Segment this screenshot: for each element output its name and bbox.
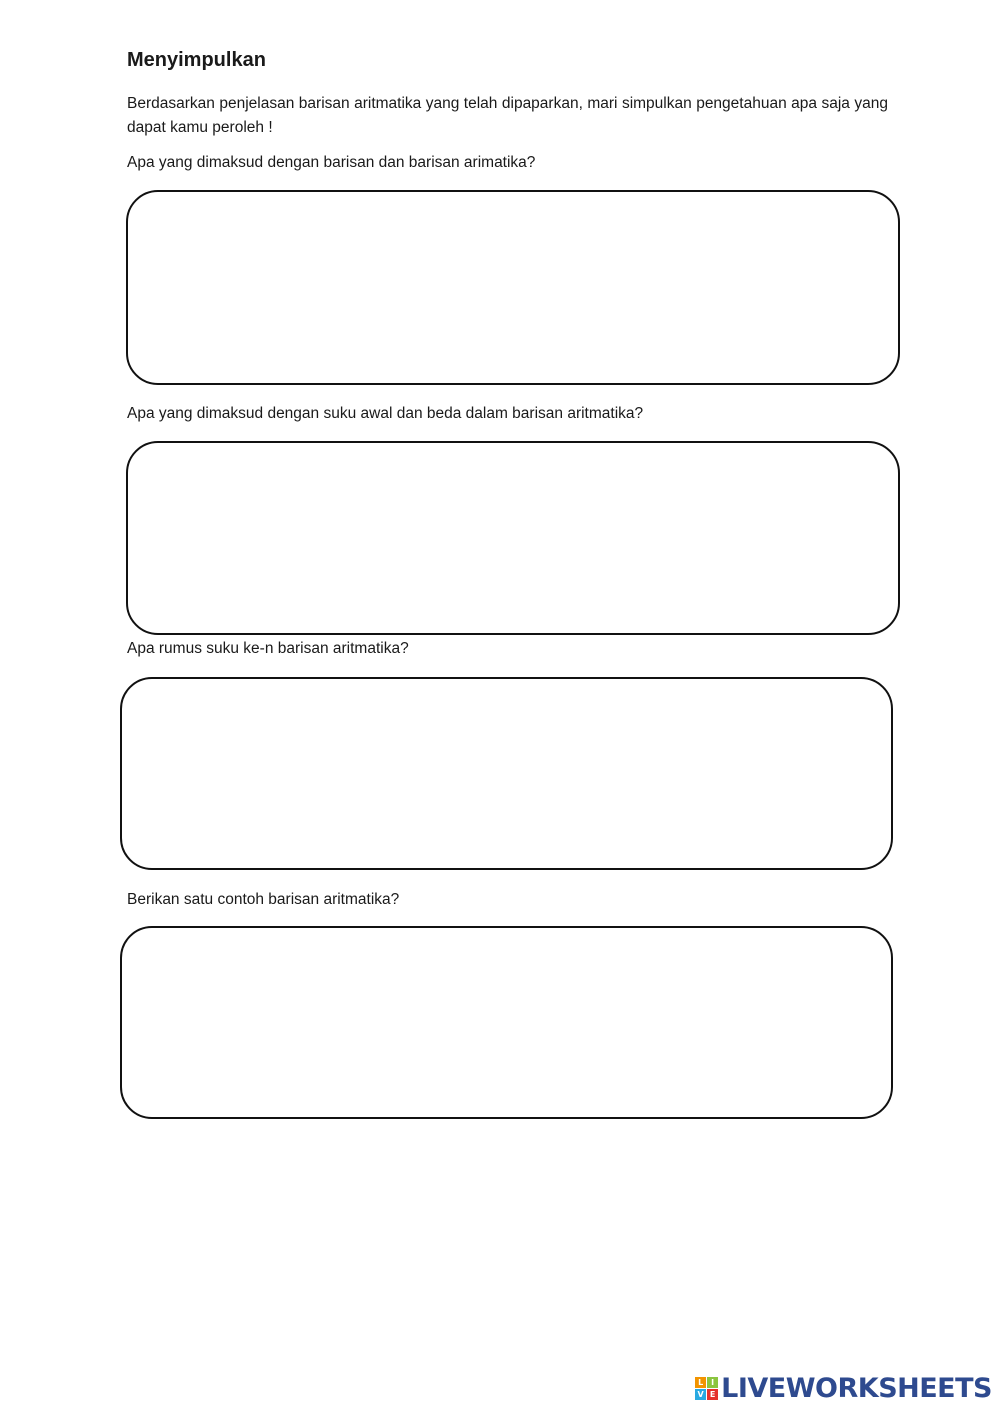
answer-box-3[interactable] bbox=[120, 677, 893, 870]
question-1: Apa yang dimaksud dengan barisan dan barisan arimatika? bbox=[127, 154, 536, 171]
logo-letter-l: L bbox=[695, 1377, 706, 1388]
question-3: Apa rumus suku ke-n barisan aritmatika? bbox=[127, 640, 409, 657]
answer-box-2[interactable] bbox=[126, 441, 900, 635]
intro-paragraph: Berdasarkan penjelasan barisan aritmatika yang telah dipaparkan, mari simpulkan pengetahuan apa saja yang dapat kamu peroleh ! bbox=[127, 95, 888, 136]
liveworksheets-logo-icon bbox=[695, 1377, 718, 1400]
answer-box-4[interactable] bbox=[120, 926, 893, 1119]
question-2: Apa yang dimaksud dengan suku awal dan beda dalam barisan aritmatika? bbox=[127, 405, 644, 422]
liveworksheets-logo bbox=[695, 1373, 992, 1404]
liveworksheets-wordmark: LIVEWORKSHEETS bbox=[721, 1373, 992, 1404]
logo-letter-i: I bbox=[707, 1377, 718, 1388]
worksheet-title: Menyimpulkan bbox=[127, 49, 266, 71]
logo-letter-e: E bbox=[707, 1389, 718, 1400]
answer-box-1[interactable] bbox=[126, 190, 900, 385]
logo-letter-v: V bbox=[695, 1389, 706, 1400]
question-4: Berikan satu contoh barisan aritmatika? bbox=[127, 891, 400, 908]
